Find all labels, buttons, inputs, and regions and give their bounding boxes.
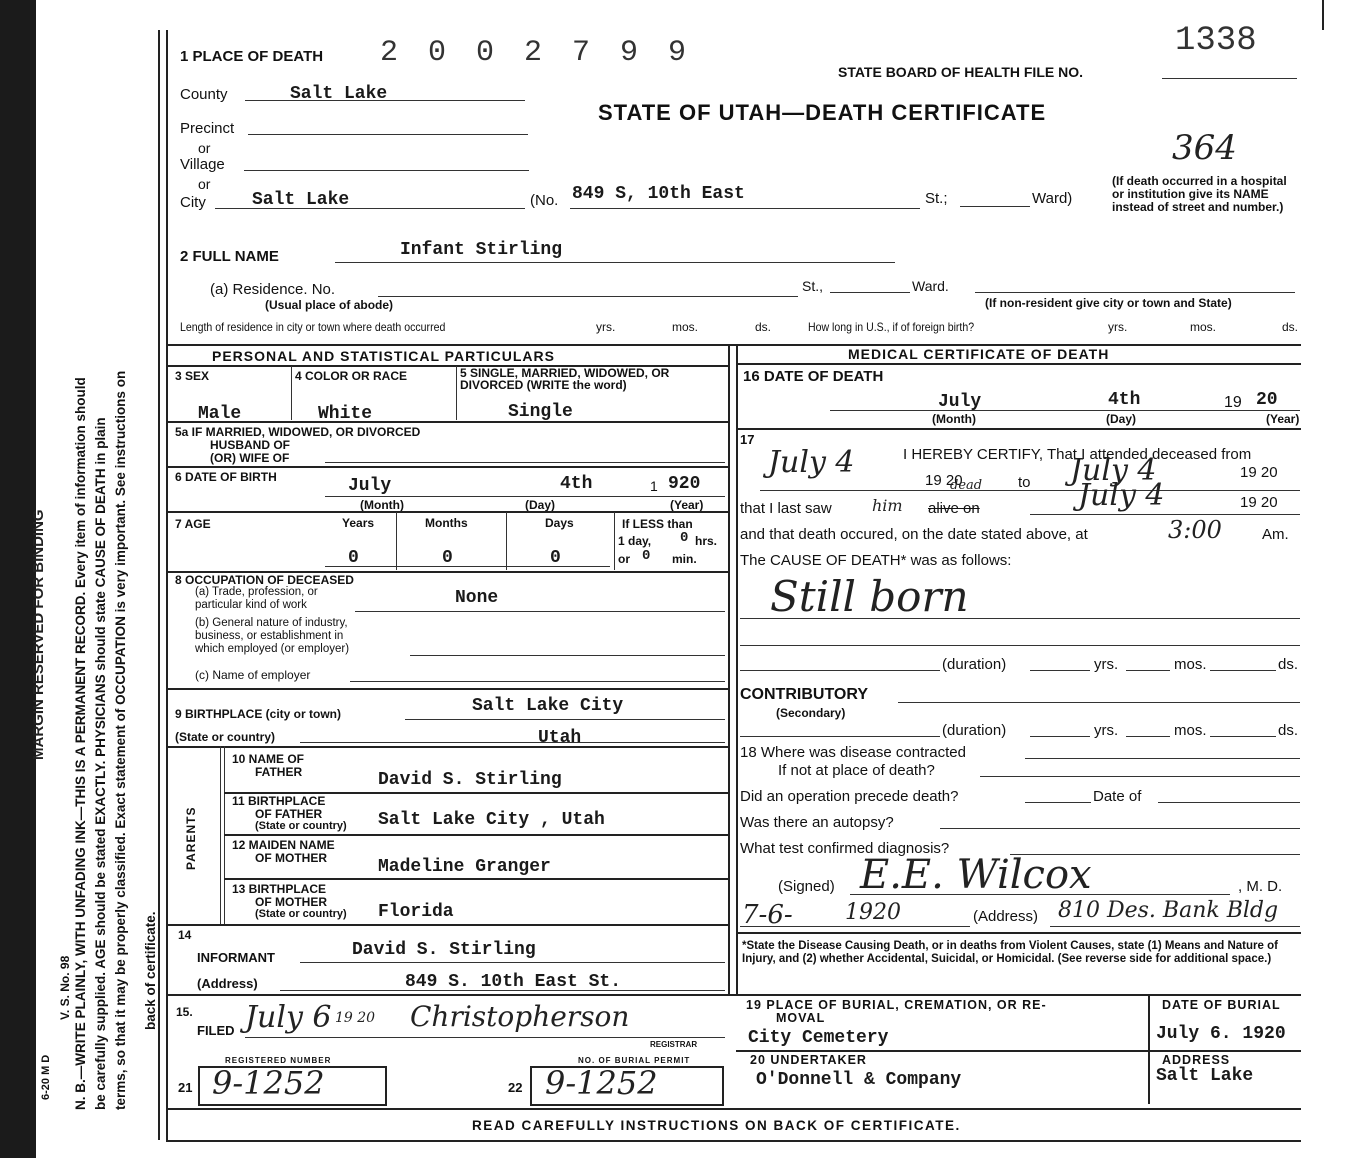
- length-ds: ds.: [755, 320, 772, 334]
- last-saw-text: that I last saw: [740, 500, 832, 517]
- county-value: Salt Lake: [290, 84, 388, 104]
- father-label-2: FATHER: [255, 765, 303, 779]
- or-label-2: or: [198, 176, 211, 192]
- alive-on-text: alive on: [928, 500, 980, 517]
- father-birthplace-value: Salt Lake City , Utah: [378, 810, 605, 830]
- county-label: County: [180, 86, 228, 103]
- dob-day: 4th: [560, 474, 593, 494]
- mother-birthplace-label-3: (State or country): [255, 908, 347, 920]
- age-years-cap: Years: [342, 516, 375, 530]
- file-number: 1338: [1175, 22, 1257, 60]
- undertaker-address-label: ADDRESS: [1162, 1053, 1231, 1067]
- undertaker-label: 20 UNDERTAKER: [750, 1053, 867, 1067]
- certify-text: I HEREBY CERTIFY, That I attended deceased from: [903, 446, 1252, 463]
- occupation-value: None: [455, 588, 499, 608]
- informant-address-value: 849 S. 10th East St.: [405, 972, 622, 992]
- dod-year-cap: (Year): [1266, 412, 1300, 426]
- length-residence-label: Length of residence in city or town where death occurred: [180, 320, 446, 334]
- length-mos: mos.: [672, 320, 699, 334]
- yrs-label-1: yrs.: [1094, 656, 1119, 673]
- stamp-number: 2 0 0 2 7 9 9: [380, 36, 693, 70]
- instructions-line-1: N. B.—WRITE PLAINLY, WITH UNFADING INK—THIS IS A PERMANENT RECORD. Every item of information should: [73, 377, 88, 1110]
- informant-label: INFORMANT: [197, 950, 275, 965]
- nonresident-note: (If non-resident give city or town and State): [985, 296, 1232, 310]
- secondary-label: (Secondary): [776, 706, 846, 720]
- age-months: 0: [442, 548, 453, 568]
- less-hrs-value: 0: [680, 530, 689, 546]
- informant-address-label: (Address): [197, 976, 258, 991]
- birthplace-value: Salt Lake City: [472, 696, 624, 716]
- filed-date: July 6: [245, 1000, 332, 1035]
- contributory-label: CONTRIBUTORY: [740, 686, 868, 703]
- less-1day-label: 1 day,: [618, 534, 652, 548]
- margin-reserved-label: MARGIN RESERVED FOR BINDING: [30, 509, 47, 760]
- occupation-b1: (b) General nature of industry,: [195, 617, 348, 629]
- occupation-a2: particular kind of work: [195, 599, 307, 611]
- undertaker-address-value: Salt Lake: [1156, 1066, 1254, 1086]
- left-border: [158, 30, 160, 1140]
- full-name-label: 2 FULL NAME: [180, 248, 279, 265]
- occupation-a1: (a) Trade, profession, or: [195, 586, 318, 598]
- duration-label-2: (duration): [942, 722, 1007, 739]
- instructions-line-3: terms, so that it may be properly classified. Exact statement of OCCUPATION is very important. See instructions on: [113, 370, 128, 1110]
- medical-header: MEDICAL CERTIFICATE OF DEATH: [848, 346, 1110, 362]
- foreign-yrs: yrs.: [1108, 320, 1128, 334]
- certificate-title: STATE OF UTAH—DEATH CERTIFICATE: [598, 100, 1047, 125]
- city-value: Salt Lake: [252, 190, 350, 210]
- informant-num: 14: [178, 928, 192, 942]
- cause-label: The CAUSE OF DEATH* was as follows:: [740, 552, 1012, 569]
- age-label: 7 AGE: [175, 517, 211, 531]
- mother-birthplace-label-2: OF MOTHER: [255, 895, 327, 909]
- md-label: , M. D.: [1238, 878, 1283, 895]
- him-word: him: [872, 496, 903, 515]
- autopsy-label: Was there an autopsy?: [740, 814, 894, 831]
- filed-label: FILED: [197, 1023, 235, 1038]
- burial-label-1: 19 PLACE OF BURIAL, CREMATION, OR RE-: [746, 998, 1047, 1012]
- residence-st-label: St.,: [802, 278, 824, 294]
- filed-year: 19 20: [335, 1010, 376, 1026]
- q18-label: 18 Where was disease contracted: [740, 744, 966, 761]
- foreign-ds: ds.: [1282, 320, 1299, 334]
- length-yrs: yrs.: [596, 320, 616, 334]
- file-no-label: STATE BOARD OF HEALTH FILE NO.: [838, 64, 1083, 80]
- occupation-b2: business, or establishment in: [195, 630, 344, 642]
- physician-signature: E.E. Wilcox: [860, 852, 1092, 898]
- less-min-value: 0: [642, 548, 651, 564]
- mos-label-1: mos.: [1174, 656, 1207, 673]
- burial-date-value: July 6. 1920: [1156, 1024, 1286, 1044]
- race-label: 4 COLOR OR RACE: [295, 369, 408, 383]
- mother-label-1: 12 MAIDEN NAME: [232, 838, 335, 852]
- dead-word: dead: [950, 478, 983, 493]
- hospital-note: (If death occurred in a hospital or institution give its NAME instead of street and number.): [1112, 174, 1287, 214]
- father-label-1: 10 NAME OF: [232, 752, 305, 766]
- occurred-text: and that death occured, on the date stated above, at: [740, 526, 1088, 543]
- certify-num: 17: [740, 432, 755, 447]
- mother-birthplace-label-1: 13 BIRTHPLACE: [232, 882, 327, 896]
- age-days-cap: Days: [545, 516, 574, 530]
- occupation-b3: which employed (or employer): [195, 643, 350, 655]
- father-birthplace-label-1: 11 BIRTHPLACE: [232, 794, 326, 808]
- time-of-death: 3:00: [1168, 516, 1222, 544]
- dob-century: 1: [650, 478, 658, 494]
- mother-value: Madeline Granger: [378, 857, 551, 877]
- hospital-number: 364: [1172, 128, 1237, 168]
- burial-permit-prefix: 22: [508, 1080, 523, 1095]
- dob-year-cap: (Year): [670, 498, 704, 512]
- or-label-1: or: [198, 140, 211, 156]
- mos-label-2: mos.: [1174, 722, 1207, 739]
- from-year: 19 20: [925, 472, 963, 489]
- ds-label-1: ds.: [1278, 656, 1299, 673]
- physician-address-label: (Address): [973, 908, 1039, 925]
- age-years: 0: [348, 548, 359, 568]
- dob-label: 6 DATE OF BIRTH: [175, 470, 277, 484]
- father-birthplace-label-2: OF FATHER: [255, 807, 323, 821]
- less-than-label: If LESS than: [622, 517, 693, 531]
- last-saw-year: 19 20: [1240, 494, 1278, 511]
- registrar-label: REGISTRAR: [650, 1040, 698, 1049]
- ds-label-2: ds.: [1278, 722, 1299, 739]
- city-label: City: [180, 194, 206, 211]
- occupation-c: (c) Name of employer: [195, 668, 311, 682]
- dod-day-cap: (Day): [1106, 412, 1137, 426]
- test-label: What test confirmed diagnosis?: [740, 840, 950, 857]
- registrar-signature: Christopherson: [410, 1000, 630, 1033]
- father-birthplace-label-3: (State or country): [255, 820, 347, 832]
- yrs-label-2: yrs.: [1094, 722, 1119, 739]
- personal-header: PERSONAL AND STATISTICAL PARTICULARS: [212, 348, 555, 364]
- birth-state-value: Utah: [538, 728, 582, 748]
- marital-label: 5 SINGLE, MARRIED, WIDOWED, OR DIVORCED (WRITE the word): [460, 366, 670, 392]
- burial-date-label: DATE OF BURIAL: [1162, 998, 1281, 1012]
- signed-label: (Signed): [778, 878, 835, 895]
- dod-day: 4th: [1108, 390, 1141, 410]
- date-of-death-label: 16 DATE OF DEATH: [743, 368, 884, 385]
- residence-label: (a) Residence. No.: [210, 281, 336, 298]
- ward-label: Ward): [1032, 190, 1073, 207]
- foreign-birth-label: How long in U.S., if of foreign birth?: [808, 320, 975, 334]
- mother-label-2: OF MOTHER: [255, 851, 327, 865]
- registered-number-value: 9-1252: [212, 1064, 325, 1102]
- spouse-label-1: 5a IF MARRIED, WIDOWED, OR DIVORCED: [175, 425, 421, 439]
- signed-date: 7-6-: [742, 900, 793, 930]
- instructions-line-4: back of certificate.: [143, 911, 158, 1030]
- village-label: Village: [180, 156, 225, 173]
- dob-month: July: [348, 476, 392, 496]
- reg-num-prefix: 21: [178, 1080, 193, 1095]
- age-days: 0: [550, 548, 561, 568]
- residence-ward-label: Ward.: [912, 278, 949, 294]
- burial-label-2: MOVAL: [776, 1011, 826, 1025]
- birthplace-label: 9 BIRTHPLACE (city or town): [175, 707, 342, 721]
- footnote: *State the Disease Causing Death, or in deaths from Violent Causes, state (1) Means and Nature of Injury, and (2) whether Accidental, Suicidal, or Homicidal. (See reverse side for additional space.): [742, 940, 1278, 965]
- foreign-mos: mos.: [1190, 320, 1217, 334]
- birth-state-label: (State or country): [175, 730, 276, 744]
- age-months-cap: Months: [425, 516, 468, 530]
- dod-century: 19: [1224, 394, 1242, 411]
- to-label: to: [1018, 474, 1031, 491]
- sex-label: 3 SEX: [175, 369, 210, 383]
- spouse-label-3: (OR) WIFE OF: [210, 451, 290, 465]
- dob-year: 920: [668, 474, 701, 494]
- duration-label-1: (duration): [942, 656, 1007, 673]
- street-value: 849 S, 10th East: [572, 184, 745, 204]
- occupation-label: 8 OCCUPATION OF DECEASED: [175, 573, 354, 587]
- ampm-label: Am.: [1262, 526, 1289, 543]
- dob-day-cap: (Day): [525, 498, 556, 512]
- footer-instructions: READ CAREFULLY INSTRUCTIONS ON BACK OF CERTIFICATE.: [472, 1118, 961, 1133]
- full-name-value: Infant Stirling: [400, 240, 563, 260]
- instructions-line-2: be carefully supplied. AGE should be stated EXACTLY. PHYSICIANS should state CAUSE OF DEATH in plain: [93, 417, 108, 1110]
- form-code: 6-20 M D: [40, 1054, 52, 1100]
- date-of-label: Date of: [1093, 788, 1142, 805]
- signed-year: 1920: [845, 900, 901, 925]
- top-right-mark: [1322, 0, 1324, 30]
- precinct-label: Precinct: [180, 120, 235, 137]
- cause-of-death: Still born: [770, 572, 969, 621]
- dob-month-cap: (Month): [360, 498, 404, 512]
- dod-year: 20: [1256, 390, 1278, 410]
- attended-from: July 4: [768, 445, 855, 480]
- marital-value: Single: [508, 402, 573, 422]
- burial-place-value: City Cemetery: [748, 1028, 889, 1048]
- undertaker-value: O'Donnell & Company: [756, 1070, 962, 1090]
- registered-number-label: REGISTERED NUMBER: [225, 1056, 332, 1065]
- filed-num: 15.: [176, 1005, 193, 1019]
- last-saw-date: July 4: [1078, 478, 1165, 513]
- usual-place-note: (Usual place of abode): [265, 298, 394, 312]
- burial-permit-label: NO. OF BURIAL PERMIT: [578, 1056, 691, 1065]
- physician-address: 810 Des. Bank Bldg: [1058, 898, 1279, 923]
- street-no-label: (No.: [530, 192, 559, 209]
- father-value: David S. Stirling: [378, 770, 562, 790]
- race-value: White: [318, 404, 373, 424]
- mother-birthplace-value: Florida: [378, 902, 454, 922]
- form-number: V. S. No. 98: [58, 955, 72, 1020]
- q18b-label: If not at place of death?: [778, 762, 935, 779]
- spouse-label-2: HUSBAND OF: [210, 438, 290, 452]
- parents-label: PARENTS: [184, 806, 198, 870]
- dod-month-cap: (Month): [932, 412, 976, 426]
- less-or-label: or: [618, 552, 630, 566]
- burial-permit-value: 9-1252: [545, 1064, 658, 1102]
- informant-value: David S. Stirling: [352, 940, 536, 960]
- left-border-inner: [166, 30, 168, 1140]
- less-hrs-label: hrs.: [695, 534, 718, 548]
- street-st-label: St.;: [925, 190, 948, 207]
- to-year: 19 20: [1240, 464, 1278, 481]
- dod-month: July: [938, 392, 982, 412]
- sex-value: Male: [198, 404, 242, 424]
- operation-label: Did an operation precede death?: [740, 788, 959, 805]
- place-of-death-label: 1 PLACE OF DEATH: [180, 48, 324, 65]
- less-min-label: min.: [672, 552, 697, 566]
- attended-to: July 4: [1070, 453, 1157, 488]
